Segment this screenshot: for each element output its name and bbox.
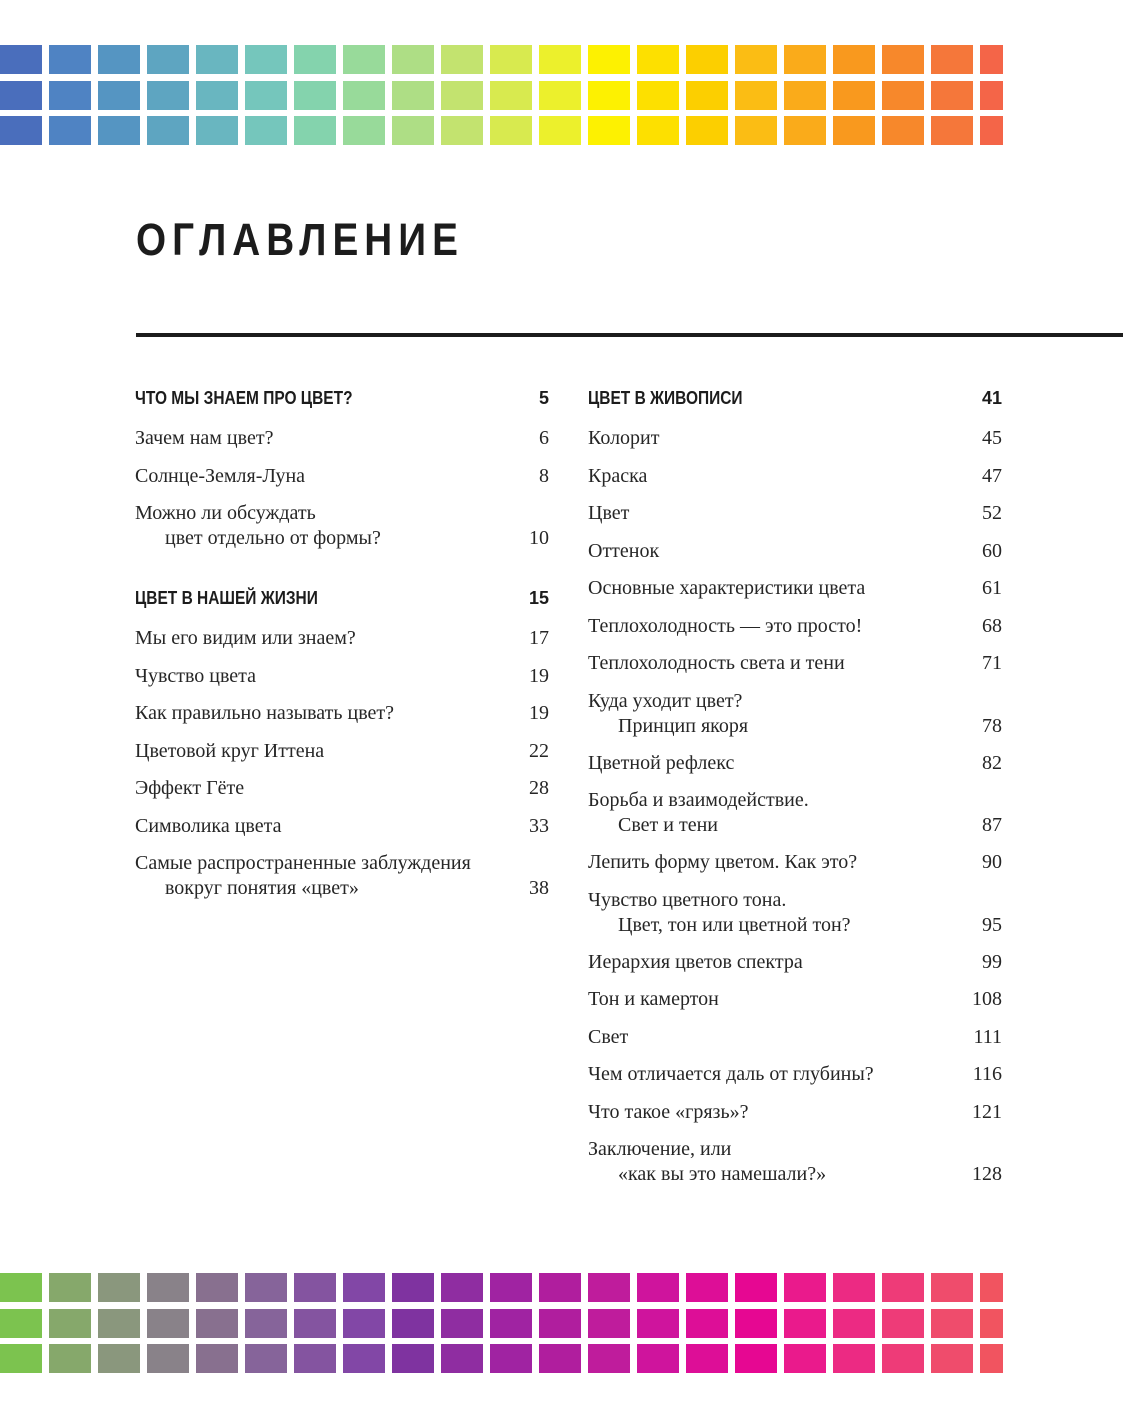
entry-page-number: 90	[982, 851, 1002, 873]
entry-title-line: «как вы это намешали?»	[618, 1163, 827, 1185]
toc-section-heading[interactable]	[135, 388, 549, 414]
color-tile	[49, 1309, 91, 1338]
color-tile	[147, 1309, 189, 1338]
color-tile	[686, 1309, 728, 1338]
color-tile	[833, 45, 875, 74]
color-tile	[294, 1309, 336, 1338]
color-tile	[490, 1273, 532, 1302]
entry-page-number: 121	[972, 1100, 1002, 1123]
toc-entry[interactable]	[135, 739, 549, 764]
entry-page-number: 45	[982, 427, 1002, 449]
section-title: ЧТО МЫ ЗНАЕМ ПРО ЦВЕТ?	[135, 388, 353, 408]
entry-title-line: Заключение, или	[588, 1138, 732, 1160]
toc-entry[interactable]	[588, 1025, 1002, 1050]
color-tile	[490, 1344, 532, 1373]
toc-entry[interactable]	[588, 689, 1002, 739]
entry-title-line: Колорит	[588, 427, 660, 449]
toc-entry[interactable]	[135, 664, 549, 689]
color-tile	[686, 1344, 728, 1373]
color-tile	[931, 1273, 973, 1302]
color-tile	[0, 81, 42, 110]
color-tile	[588, 45, 630, 74]
toc-entry[interactable]	[135, 626, 549, 651]
toc-entry[interactable]	[588, 539, 1002, 564]
color-tile	[343, 81, 385, 110]
toc-entry[interactable]	[135, 426, 549, 451]
toc-entry[interactable]	[588, 614, 1002, 639]
toc-entry[interactable]	[588, 888, 1002, 938]
color-tile	[441, 45, 483, 74]
color-tile	[490, 116, 532, 145]
color-tile	[882, 81, 924, 110]
toc-section-heading[interactable]	[588, 388, 1002, 414]
entry-title-line: Борьба и взаимодействие.	[588, 789, 809, 811]
color-tile	[147, 81, 189, 110]
color-tile	[0, 1273, 42, 1302]
color-tile	[637, 81, 679, 110]
color-tile	[637, 1344, 679, 1373]
color-tile	[882, 45, 924, 74]
color-tile	[245, 1273, 287, 1302]
toc-entry[interactable]	[588, 751, 1002, 776]
color-tile	[343, 45, 385, 74]
color-tile	[441, 1344, 483, 1373]
color-tile	[637, 116, 679, 145]
entry-page-number: 128	[972, 1163, 1002, 1185]
section-page-number: 15	[528, 588, 549, 608]
color-tile	[735, 1273, 777, 1302]
color-tile	[294, 1344, 336, 1373]
entry-page-number: 10	[529, 527, 549, 549]
color-tile	[49, 1344, 91, 1373]
section-page-number: 5	[538, 388, 549, 408]
color-tile	[735, 1344, 777, 1373]
color-tile	[588, 81, 630, 110]
entry-title-line: Цветной рефлекс	[588, 751, 735, 774]
color-tile	[147, 1344, 189, 1373]
toc-entry[interactable]	[588, 501, 1002, 526]
color-tile	[784, 1344, 826, 1373]
color-tile	[980, 45, 1003, 74]
entry-page-number: 28	[529, 777, 549, 799]
entry-page-number: 87	[982, 814, 1002, 836]
entry-page-number: 38	[529, 877, 549, 899]
color-tile	[539, 1309, 581, 1338]
color-tile	[196, 1273, 238, 1302]
color-tile	[784, 1309, 826, 1338]
color-tile	[833, 1309, 875, 1338]
entry-title-line: Свет	[588, 1025, 629, 1048]
entry-title-line: Мы его видим или знаем?	[135, 627, 356, 649]
toc-entry[interactable]	[588, 987, 1002, 1012]
entry-page-number: 17	[529, 627, 549, 649]
page-title: ОГЛАВЛЕНИЕ	[136, 214, 464, 265]
color-tile	[441, 81, 483, 110]
color-tile	[392, 1309, 434, 1338]
toc-entry[interactable]	[588, 1062, 1002, 1087]
toc-entry[interactable]	[588, 426, 1002, 451]
entry-page-number: 60	[982, 539, 1002, 562]
entry-title-line: Цветовой круг Иттена	[135, 739, 325, 762]
toc-entry[interactable]	[135, 464, 549, 489]
color-tile	[98, 45, 140, 74]
entry-title-line: Солнце-Земля-Луна	[135, 464, 306, 487]
toc-entry[interactable]	[135, 776, 549, 801]
color-tile	[392, 1344, 434, 1373]
color-tile	[735, 81, 777, 110]
entry-page-number: 71	[982, 652, 1002, 674]
entry-page-number: 52	[982, 502, 1002, 524]
entry-title-line: Можно ли обсуждать	[135, 502, 316, 524]
color-tile	[980, 81, 1003, 110]
entry-page-number: 19	[529, 702, 549, 724]
color-tile	[343, 116, 385, 145]
color-tile	[196, 45, 238, 74]
color-tile	[980, 1344, 1003, 1373]
color-tile	[980, 116, 1003, 145]
entry-page-number: 68	[982, 614, 1002, 637]
color-tile	[588, 1344, 630, 1373]
entry-title-line: Иерархия цветов спектра	[588, 950, 803, 973]
section-page-number: 41	[981, 388, 1002, 408]
entry-title-line: Оттенок	[588, 539, 660, 562]
color-tile	[637, 1273, 679, 1302]
entry-title-line: Теплохолодность — это просто!	[588, 614, 863, 637]
entry-title-line: вокруг понятия «цвет»	[165, 877, 359, 899]
section-title: ЦВЕТ В НАШЕЙ ЖИЗНИ	[135, 588, 318, 608]
color-tile	[49, 45, 91, 74]
color-tile	[98, 1344, 140, 1373]
entry-title-line: Тон и камертон	[588, 988, 719, 1010]
entry-page-number: 19	[529, 664, 549, 687]
entry-title-line: Теплохолодность света и тени	[588, 652, 845, 674]
color-tile	[686, 116, 728, 145]
entry-title-line: Цвет, тон или цветной тон?	[618, 913, 851, 936]
color-tile	[392, 81, 434, 110]
entry-title-line: Символика цвета	[135, 814, 282, 837]
color-tile	[735, 1309, 777, 1338]
color-tile	[245, 1344, 287, 1373]
toc-entry[interactable]	[135, 701, 549, 726]
entry-page-number: 8	[539, 464, 549, 487]
color-tile	[882, 1273, 924, 1302]
color-tile	[392, 116, 434, 145]
color-tile	[343, 1273, 385, 1302]
entry-title-line: Чувство цветного тона.	[588, 888, 787, 911]
color-tile	[441, 1273, 483, 1302]
color-tile	[490, 45, 532, 74]
color-tile	[343, 1344, 385, 1373]
entry-title-line: Как правильно называть цвет?	[135, 702, 395, 724]
color-tile	[931, 1309, 973, 1338]
entry-title-line: Что такое «грязь»?	[588, 1100, 749, 1123]
color-tile	[539, 81, 581, 110]
color-tile	[686, 1273, 728, 1302]
toc-section-heading[interactable]	[135, 588, 549, 614]
color-tile	[931, 45, 973, 74]
entry-title-line: Краска	[588, 464, 648, 487]
color-tile	[196, 1309, 238, 1338]
color-tile	[539, 1344, 581, 1373]
color-tile	[49, 1273, 91, 1302]
color-tile	[882, 1309, 924, 1338]
color-tile	[980, 1273, 1003, 1302]
color-tile	[588, 1273, 630, 1302]
color-tile	[441, 116, 483, 145]
section-title: ЦВЕТ В ЖИВОПИСИ	[588, 388, 743, 408]
entry-page-number: 82	[982, 751, 1002, 774]
entry-page-number: 116	[972, 1063, 1002, 1085]
color-tile	[931, 116, 973, 145]
color-tile	[784, 45, 826, 74]
color-tile	[98, 81, 140, 110]
color-tile	[245, 116, 287, 145]
color-tile	[98, 116, 140, 145]
entry-page-number: 95	[982, 913, 1002, 936]
color-tile	[735, 45, 777, 74]
entry-title-line: Основные характеристики цвета	[588, 577, 866, 599]
entry-title-line: Принцип якоря	[618, 714, 749, 737]
color-tile	[294, 81, 336, 110]
entry-title-line: Чувство цвета	[135, 664, 257, 687]
entry-page-number: 22	[529, 739, 549, 762]
entry-page-number: 61	[982, 577, 1002, 599]
color-tile	[0, 116, 42, 145]
color-tile	[686, 81, 728, 110]
entry-title-line: Самые распространенные заблуждения	[135, 852, 471, 874]
color-tile	[98, 1309, 140, 1338]
color-tile	[735, 116, 777, 145]
color-tile	[833, 1344, 875, 1373]
color-tile	[147, 116, 189, 145]
color-tile	[882, 116, 924, 145]
entry-page-number: 78	[982, 714, 1002, 737]
color-tile	[294, 45, 336, 74]
entry-page-number: 99	[982, 950, 1002, 973]
color-tile	[931, 81, 973, 110]
entry-title-line: Эффект Гёте	[135, 777, 245, 799]
color-tile	[882, 1344, 924, 1373]
color-tile	[245, 1309, 287, 1338]
toc-entry[interactable]	[135, 814, 549, 839]
toc-entry[interactable]	[135, 851, 549, 901]
color-tile	[490, 1309, 532, 1338]
title-divider	[136, 333, 1123, 337]
color-tile	[294, 1273, 336, 1302]
color-tile	[147, 1273, 189, 1302]
toc-entry[interactable]	[135, 501, 549, 551]
color-tile	[0, 1309, 42, 1338]
entry-title-line: Куда уходит цвет?	[588, 689, 743, 712]
color-tile	[147, 45, 189, 74]
color-tile	[539, 116, 581, 145]
entry-title-line: Свет и тени	[618, 814, 719, 836]
color-tile	[49, 81, 91, 110]
color-tile	[833, 81, 875, 110]
entry-page-number: 108	[972, 988, 1002, 1010]
color-tile	[245, 81, 287, 110]
toc-entry[interactable]	[588, 1100, 1002, 1125]
color-tile	[196, 81, 238, 110]
color-tile	[833, 1273, 875, 1302]
color-tile	[784, 116, 826, 145]
color-tile	[539, 1273, 581, 1302]
color-tile	[245, 45, 287, 74]
color-tile	[588, 1309, 630, 1338]
toc-entry[interactable]	[588, 850, 1002, 875]
color-tile	[196, 1344, 238, 1373]
entry-page-number: 6	[539, 427, 549, 449]
color-tile	[392, 45, 434, 74]
color-tile	[98, 1273, 140, 1302]
entry-page-number: 111	[973, 1025, 1002, 1048]
color-tile	[490, 81, 532, 110]
color-tile	[343, 1309, 385, 1338]
color-tile	[637, 45, 679, 74]
color-tile	[980, 1309, 1003, 1338]
toc-entry[interactable]	[588, 576, 1002, 601]
color-tile	[931, 1344, 973, 1373]
color-tile	[539, 45, 581, 74]
toc-entry[interactable]	[588, 464, 1002, 489]
color-tile	[784, 1273, 826, 1302]
color-tile	[294, 116, 336, 145]
entry-title-line: Лепить форму цветом. Как это?	[588, 851, 858, 873]
entry-title-line: Цвет	[588, 502, 630, 524]
color-tile	[392, 1273, 434, 1302]
color-tile	[588, 116, 630, 145]
entry-title-line: Чем отличается даль от глубины?	[588, 1063, 874, 1085]
toc-entry[interactable]	[588, 651, 1002, 676]
color-tile	[441, 1309, 483, 1338]
color-tile	[833, 116, 875, 145]
color-tile	[196, 116, 238, 145]
color-tile	[49, 116, 91, 145]
color-tile	[637, 1309, 679, 1338]
entry-title-line: цвет отдельно от формы?	[165, 527, 381, 549]
toc-entry[interactable]	[588, 1137, 1002, 1187]
color-tile	[0, 1344, 42, 1373]
color-tile	[686, 45, 728, 74]
toc-entry[interactable]	[588, 950, 1002, 975]
color-tile	[784, 81, 826, 110]
entry-page-number: 33	[529, 814, 549, 837]
color-tile	[0, 45, 42, 74]
entry-page-number: 47	[982, 464, 1002, 487]
toc-entry[interactable]	[588, 788, 1002, 838]
entry-title-line: Зачем нам цвет?	[135, 427, 274, 449]
